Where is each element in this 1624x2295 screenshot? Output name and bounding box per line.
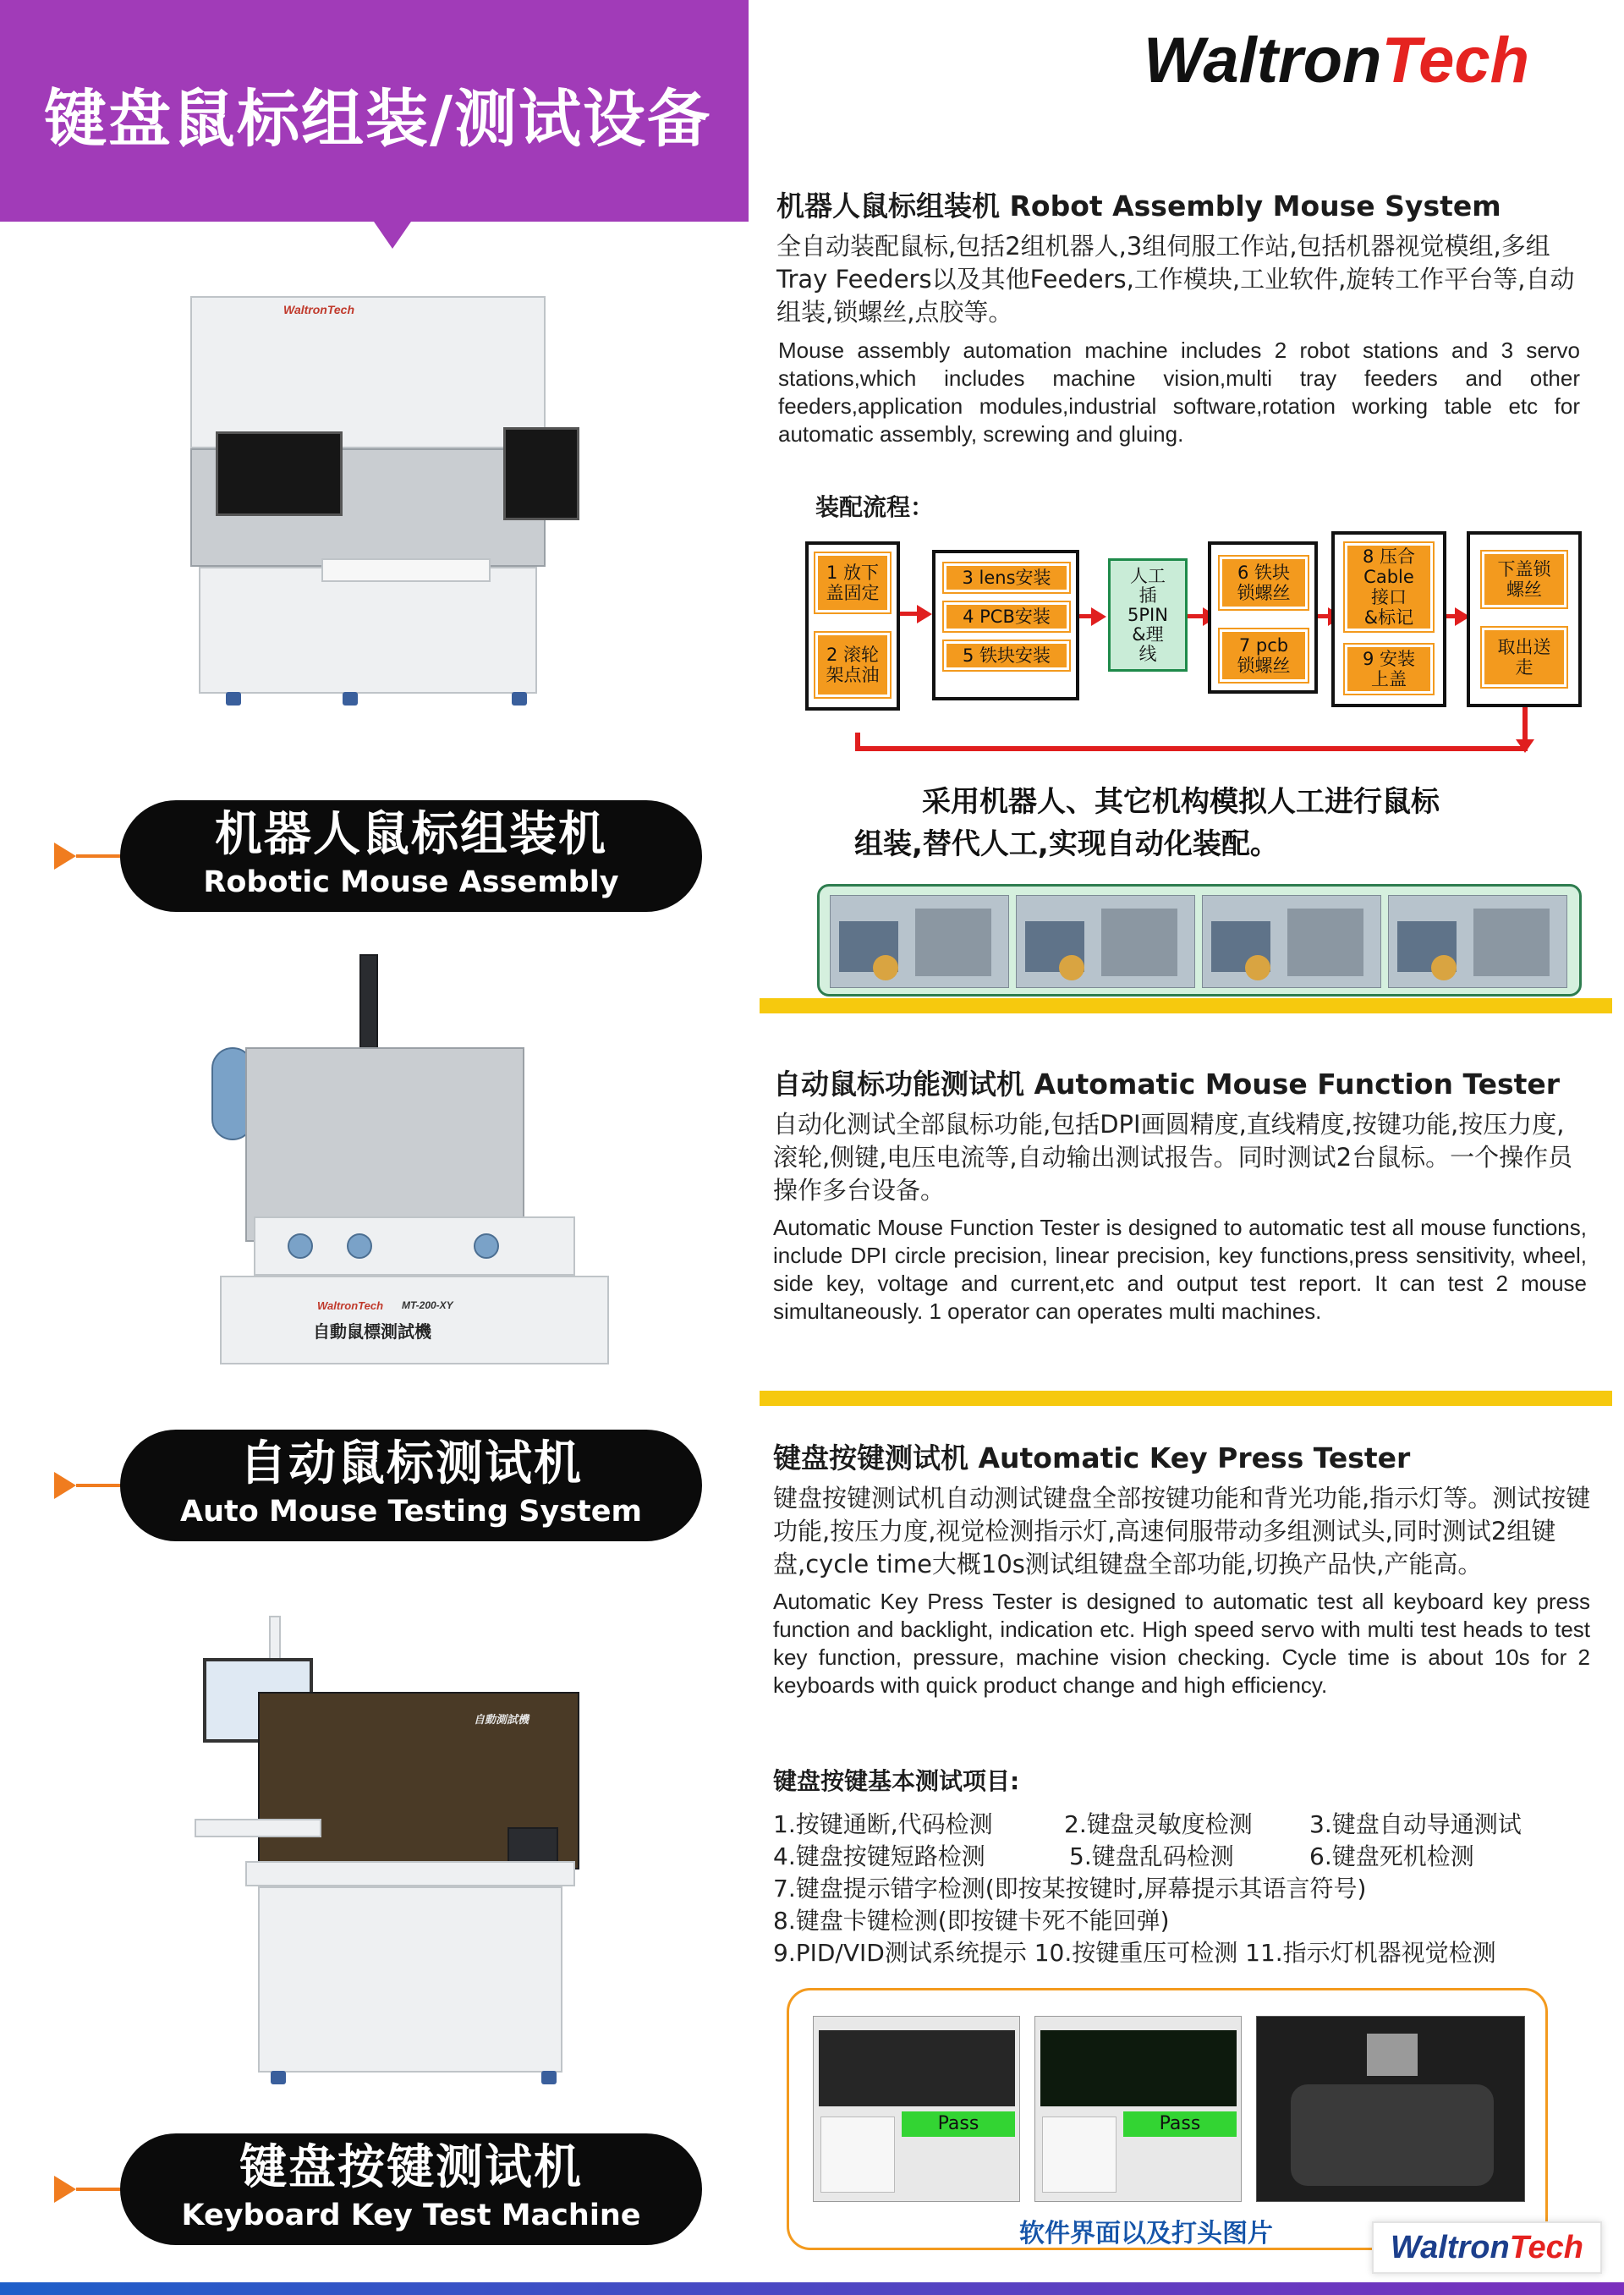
footer-brand-part1: Waltron bbox=[1390, 2230, 1510, 2265]
monitor-right bbox=[503, 427, 579, 520]
test-item: 5.键盘乱码检测 bbox=[1069, 1842, 1234, 1870]
flow-arrow-icon bbox=[1091, 607, 1106, 626]
machine-base-cabinet bbox=[199, 567, 537, 694]
test-item: 8.键盘卡键检测(即按键卡死不能回弹) bbox=[773, 1907, 1170, 1935]
banner-pointer bbox=[374, 222, 411, 249]
section3-heading: 键盘按键测试机 Automatic Key Press Tester bbox=[773, 1441, 1411, 1474]
flow-step-9 bbox=[1345, 645, 1433, 694]
flow-step-4-label: 4 PCB安装 bbox=[963, 607, 1051, 627]
pointer-arrow-icon bbox=[54, 2176, 76, 2203]
section3-description-cn: 键盘按键测试机自动测试键盘全部按键功能和背光功能,指示灯等。测试按键功能,按压力度,视觉检测指示灯,高速伺服带动多组测试头,同时测试2组键盘,cycle time大概10s测试组键盘全部功能,切换产品快,产能高。 bbox=[773, 1484, 1591, 1578]
product-title-cn: 自动鼠标测试机 bbox=[239, 1436, 583, 1491]
section-divider bbox=[760, 1391, 1612, 1406]
flow-group-4 bbox=[1331, 531, 1446, 707]
flow-step-10-label: 下盖锁 螺丝 bbox=[1497, 559, 1551, 600]
return-arrow-icon bbox=[1516, 739, 1534, 753]
product-label-row-3 bbox=[0, 2133, 702, 2245]
page-title: 键盘鼠标组装/测试设备 bbox=[44, 83, 712, 156]
pointer-line bbox=[76, 854, 123, 858]
keyboard bbox=[195, 1819, 321, 1837]
control-knob bbox=[347, 1233, 372, 1259]
test-item: 1.按键通断,代码检测 bbox=[773, 1810, 993, 1838]
flow-step-1-label: 1 放下 盖固定 bbox=[826, 563, 880, 603]
machine-foot bbox=[512, 692, 527, 706]
pointer-line bbox=[76, 2188, 123, 2191]
software-caption: 软件界面以及打头图片 bbox=[1019, 2219, 1273, 2248]
brand-logo-part1: Waltron bbox=[1144, 25, 1382, 96]
flow-step-5 bbox=[944, 641, 1069, 670]
section2-description-en: Automatic Mouse Function Tester is designed to automatic test all mouse functions, include DPI circle precision, linear precision, key functions,press sensitivity, wheel, side key, voltage and current,etc and output test report. It can test 2 mouse simultaneously. 1 operator can operates multi machines. bbox=[773, 1215, 1587, 1324]
assembly-photo bbox=[1202, 895, 1381, 988]
flow-step-3-label: 3 lens安装 bbox=[962, 568, 1051, 588]
pointer-line bbox=[76, 1484, 123, 1487]
flow-step-manual-label: 人工 插 5PIN &理 线 bbox=[1127, 565, 1168, 664]
section1-description-en: Mouse assembly automation machine includes 2 robot stations and 3 servo stations,which includes machine vision,multi tray feeders and other feeders,application modules,industrial software,rotation working table etc for automatic assembly, screwing and gluing. bbox=[778, 338, 1580, 447]
section-divider bbox=[760, 998, 1612, 1013]
product-label-pill-2 bbox=[120, 1430, 702, 1541]
footer-brand-logo bbox=[1372, 2221, 1602, 2274]
flow-connector bbox=[1188, 614, 1204, 618]
section2-heading: 自动鼠标功能测试机 Automatic Mouse Function Tester bbox=[773, 1068, 1561, 1101]
flow-step-7-label: 7 pcb 锁螺丝 bbox=[1237, 635, 1291, 676]
product-label-pill-3 bbox=[120, 2133, 702, 2245]
test-head-photo bbox=[1256, 2016, 1525, 2202]
flow-step-7 bbox=[1220, 629, 1308, 682]
product-label-row-2 bbox=[0, 1430, 702, 1541]
flow-arrow-icon bbox=[917, 605, 932, 623]
product-label-pill-1 bbox=[120, 800, 702, 912]
header-banner bbox=[0, 0, 749, 222]
machine-upper-cabinet bbox=[190, 296, 546, 448]
assembly-photo-strip bbox=[817, 884, 1582, 997]
software-settings-grid bbox=[820, 2117, 895, 2193]
product-title-cn: 机器人鼠标组装机 bbox=[215, 807, 607, 862]
table-top bbox=[245, 1861, 575, 1886]
test-item: 9.PID/VID测试系统提示 10.按键重压可检测 11.指示灯机器视觉检测 bbox=[773, 1939, 1496, 1967]
flow-group-3 bbox=[1208, 541, 1318, 694]
flow-step-9-label: 9 安装 上盖 bbox=[1362, 649, 1416, 689]
product-title-cn: 键盘按键测试机 bbox=[239, 2140, 583, 2195]
auto-mouse-testing-photo bbox=[203, 946, 626, 1369]
product-title-en: Auto Mouse Testing System bbox=[180, 1495, 642, 1529]
flow-step-8-label: 8 压合 Cable 接口 &标记 bbox=[1362, 546, 1416, 628]
product-title-en: Robotic Mouse Assembly bbox=[203, 865, 619, 899]
flow-step-11 bbox=[1482, 628, 1566, 687]
test-item: 3.键盘自动导通测试 bbox=[1309, 1810, 1522, 1838]
flow-connector bbox=[900, 612, 919, 616]
brand-logo bbox=[1144, 24, 1529, 97]
software-display-area bbox=[819, 2030, 1015, 2106]
flow-step-10 bbox=[1482, 552, 1566, 607]
product-label-row-1 bbox=[0, 800, 702, 912]
slogan-line-2: 组装,替代人工,实现自动化装配。 bbox=[854, 827, 1279, 861]
slogan-line-1: 采用机器人、其它机构模拟人工进行鼠标 bbox=[922, 785, 1440, 819]
test-item: 6.键盘死机检测 bbox=[1309, 1842, 1474, 1870]
pass-indicator: Pass bbox=[1123, 2111, 1237, 2137]
machine-nameplate-cn: 自動鼠標測試機 bbox=[313, 1321, 431, 1342]
pointer-arrow-icon bbox=[54, 843, 76, 870]
assembly-flow-title: 装配流程： bbox=[815, 493, 935, 521]
machine-foot bbox=[226, 692, 241, 706]
flow-group-2 bbox=[932, 550, 1079, 700]
keyboard-key-test-photo bbox=[152, 1616, 584, 2098]
flow-group-5 bbox=[1467, 531, 1582, 707]
robotic-mouse-assembly-photo bbox=[173, 288, 588, 727]
test-item: 4.键盘按键短路检测 bbox=[773, 1842, 985, 1870]
flow-step-6 bbox=[1220, 557, 1308, 609]
machine-nameplate: WaltronTech bbox=[283, 303, 355, 316]
assembly-photo bbox=[1388, 895, 1567, 988]
flow-step-2-label: 2 滚轮 架点油 bbox=[826, 645, 880, 685]
section3-description-en: Automatic Key Press Tester is designed to automatic test all keyboard key press function and backlight, indication etc. High speed servo with multi test heads to test key function, pressure, machine vision checking. Cycle time is about 10s for 2 keyboards with quick product change and high efficiency. bbox=[773, 1589, 1590, 1698]
chamber-sign: 自動測試機 bbox=[474, 1713, 529, 1726]
software-keyboard-display bbox=[1040, 2030, 1237, 2106]
pass-indicator: Pass bbox=[902, 2111, 1015, 2137]
machine-nameplate-model: MT-200-XY bbox=[402, 1299, 453, 1311]
machine-foot bbox=[343, 692, 358, 706]
return-line bbox=[855, 733, 860, 751]
return-line bbox=[855, 746, 1528, 751]
control-knob bbox=[474, 1233, 499, 1259]
section2-description-cn: 自动化测试全部鼠标功能,包括DPI画圆精度,直线精度,按键功能,按压力度,滚轮,侧键,电压电流等,自动输出测试报告。同时测试2台鼠标。一个操作员操作多台设备。 bbox=[773, 1110, 1573, 1205]
section1-description-cn: 全自动装配鼠标,包括2组机器人,3组伺服工作站,包括机器视觉模组,多组Tray Feeders以及其他Feeders,工作模块,工业软件,旋转工作平台等,自动组装,锁螺丝,点胶等。 bbox=[776, 232, 1575, 327]
flow-step-manual bbox=[1108, 558, 1188, 672]
test-item: 2.键盘灵敏度检测 bbox=[1064, 1810, 1253, 1838]
control-knob bbox=[288, 1233, 313, 1259]
flow-step-8 bbox=[1345, 543, 1433, 631]
gantry-frame bbox=[245, 1047, 524, 1242]
pointer-arrow-icon bbox=[54, 1472, 76, 1499]
flow-step-4 bbox=[944, 602, 1069, 631]
assembly-photo bbox=[830, 895, 1009, 988]
flow-step-1 bbox=[815, 553, 890, 612]
machine-nameplate-brand: WaltronTech bbox=[317, 1299, 384, 1312]
software-screenshots-panel bbox=[787, 1988, 1548, 2250]
flow-step-11-label: 取出送 走 bbox=[1497, 637, 1551, 678]
software-ui-screenshot bbox=[1034, 2016, 1242, 2202]
assembly-photo bbox=[1016, 895, 1195, 988]
flow-step-2 bbox=[815, 633, 890, 697]
software-settings-grid bbox=[1042, 2117, 1116, 2193]
footer-brand-part2: Tech bbox=[1509, 2230, 1584, 2265]
flow-group-1 bbox=[805, 541, 900, 711]
flow-step-3 bbox=[944, 563, 1069, 592]
keyboard-tray bbox=[321, 558, 491, 582]
machine-foot bbox=[271, 2071, 286, 2084]
software-ui-screenshot bbox=[813, 2016, 1020, 2202]
section1-heading: 机器人鼠标组装机 Robot Assembly Mouse System bbox=[776, 189, 1501, 222]
bottom-accent-bar bbox=[0, 2282, 1624, 2295]
flow-step-5-label: 5 铁块安装 bbox=[962, 645, 1051, 666]
brand-logo-part2: Tech bbox=[1381, 25, 1530, 96]
flow-step-6-label: 6 铁块 锁螺丝 bbox=[1237, 563, 1291, 603]
test-item: 7.键盘提示错字检测(即按某按键时,屏幕提示其语言符号) bbox=[773, 1875, 1367, 1902]
product-title-en: Keyboard Key Test Machine bbox=[181, 2199, 641, 2232]
test-items-title: 键盘按键基本测试项目: bbox=[773, 1767, 1020, 1795]
machine-foot bbox=[541, 2071, 557, 2084]
monitor-left bbox=[216, 431, 343, 516]
base-cabinet bbox=[258, 1886, 562, 2073]
